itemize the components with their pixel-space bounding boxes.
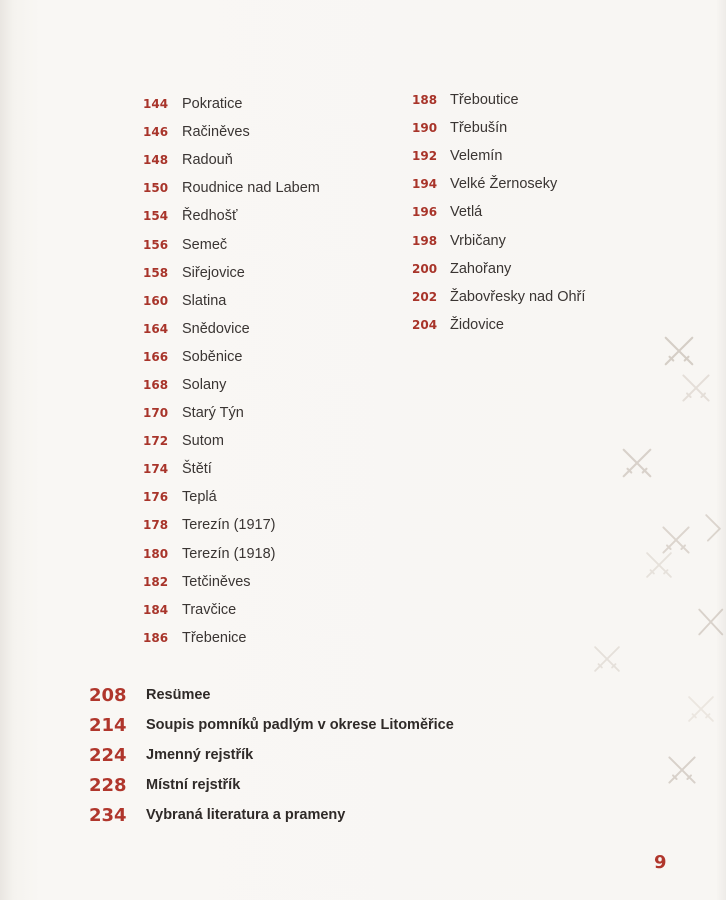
crossed-swords-icon: [694, 604, 724, 640]
toc-entry: [412, 170, 585, 198]
toc-entry-title: Velemín: [450, 148, 503, 165]
toc-entry-title: Snědovice: [182, 320, 250, 337]
toc-page-number: 228: [89, 774, 127, 796]
toc-page-number: 180: [143, 546, 169, 561]
toc-page-number: 188: [412, 93, 438, 108]
toc-entry-title: Soupis pomníků padlým v okrese Litoměřice: [146, 717, 454, 733]
toc-entry-title: Místní rejstřík: [146, 777, 241, 793]
toc-page-number: 204: [412, 317, 438, 332]
toc-page-number: 182: [143, 574, 169, 589]
toc-entry-title: Račiněves: [182, 124, 250, 141]
toc-entry-title: Velké Žernoseky: [450, 176, 558, 193]
toc-page-number: 150: [143, 181, 169, 196]
toc-entry-title: Roudnice nad Labem: [182, 180, 320, 197]
toc-page-number: 200: [412, 261, 438, 276]
toc-major-entry: [89, 710, 454, 740]
toc-page-number: 146: [143, 125, 169, 140]
toc-page-number: 202: [412, 289, 438, 304]
toc-entry: [412, 311, 585, 339]
toc-major-entry: [89, 800, 454, 830]
toc-entry-title: Resümee: [146, 687, 211, 703]
toc-entry-title: Ředhošť: [182, 208, 238, 225]
toc-entry-title: Židovice: [450, 316, 504, 333]
toc-major-entry: [89, 740, 454, 770]
toc-entry: [143, 343, 320, 371]
toc-major-sections: [89, 680, 454, 830]
crossed-swords-icon: [684, 692, 718, 726]
crossed-swords-icon: [678, 370, 714, 406]
toc-entry-title: Vybraná literatura a prameny: [146, 807, 346, 823]
toc-page-number: 194: [412, 177, 438, 192]
toc-entry: [143, 230, 320, 258]
toc-entry: [143, 624, 320, 652]
toc-entry-title: Pokratice: [182, 96, 243, 113]
toc-page-number: 192: [412, 149, 438, 164]
toc-entry-title: Zahořany: [450, 260, 512, 277]
toc-entry: [412, 283, 585, 311]
toc-entry: [143, 259, 320, 287]
toc-page-number: 148: [143, 153, 169, 168]
toc-page-number: 234: [89, 804, 127, 826]
crossed-swords-icon: [618, 444, 656, 482]
toc-entry-title: Vrbičany: [450, 232, 506, 249]
toc-entry-title: Jmenný rejstřík: [146, 747, 254, 763]
toc-page-number: 168: [143, 377, 169, 392]
toc-page-number: 190: [412, 121, 438, 136]
toc-entry: [412, 255, 585, 283]
toc-entry: [143, 427, 320, 455]
toc-major-entry: [89, 770, 454, 800]
toc-page-number: 164: [143, 321, 169, 336]
toc-page-number: 160: [143, 293, 169, 308]
toc-entry-title: Tetčiněves: [182, 573, 251, 590]
toc-entry: [143, 596, 320, 624]
toc-page-number: 196: [412, 205, 438, 220]
toc-page-number: 172: [143, 434, 169, 449]
crossed-swords-icon: [660, 332, 698, 370]
toc-page-number: 156: [143, 237, 169, 252]
toc-entry: [143, 568, 320, 596]
toc-page-number: 174: [143, 462, 169, 477]
toc-page-number: 198: [412, 233, 438, 248]
toc-entry-title: Žabovřesky nad Ohří: [450, 288, 586, 305]
crossed-swords-icon: [702, 510, 724, 544]
toc-entry-title: Siřejovice: [182, 264, 245, 281]
toc-entry: [412, 198, 585, 226]
toc-entry: [412, 114, 585, 142]
toc-entry-title: Slatina: [182, 292, 227, 309]
toc-entry-title: Třebenice: [182, 629, 247, 646]
toc-page-number: 166: [143, 349, 169, 364]
toc-entry-title: Sutom: [182, 433, 224, 450]
crossed-swords-icon: [590, 642, 624, 676]
toc-page-number: 178: [143, 518, 169, 533]
toc-entry: [143, 540, 320, 568]
toc-page-number: 176: [143, 490, 169, 505]
toc-page-number: 170: [143, 406, 169, 421]
toc-entry: [143, 511, 320, 539]
toc-entry-title: Vetlá: [450, 204, 483, 221]
toc-major-entry: [89, 680, 454, 710]
toc-entry: [412, 86, 585, 114]
toc-entry: [143, 202, 320, 230]
toc-entry-title: Terezín (1918): [182, 545, 276, 562]
toc-entry: [143, 174, 320, 202]
toc-entry: [143, 118, 320, 146]
toc-entry-title: Terezín (1917): [182, 517, 276, 534]
page-number: 9: [654, 852, 667, 873]
toc-column-right: [412, 86, 585, 339]
toc-entry: [143, 90, 320, 118]
toc-entry-title: Štětí: [182, 461, 212, 478]
crossed-swords-icon: [642, 548, 676, 582]
toc-entry-title: Solany: [182, 376, 227, 393]
toc-page-number: 224: [89, 744, 127, 766]
toc-entry: [412, 142, 585, 170]
toc-entry: [412, 226, 585, 254]
toc-entry: [143, 483, 320, 511]
toc-column-left: [143, 90, 320, 652]
toc-entry-title: Radouň: [182, 152, 233, 169]
toc-page-number: 154: [143, 209, 169, 224]
toc-entry-title: Starý Týn: [182, 405, 244, 422]
toc-page-number: 208: [89, 684, 127, 706]
toc-entry-title: Třebušín: [450, 120, 508, 137]
toc-entry: [143, 455, 320, 483]
toc-entry: [143, 287, 320, 315]
toc-page-number: 158: [143, 265, 169, 280]
toc-entry: [143, 315, 320, 343]
toc-entry-title: Semeč: [182, 236, 228, 253]
toc-page-number: 144: [143, 97, 169, 112]
toc-entry-title: Teplá: [182, 489, 217, 506]
crossed-swords-icon: [664, 752, 700, 788]
toc-entry: [143, 146, 320, 174]
toc-page-number: 184: [143, 602, 169, 617]
toc-entry: [143, 371, 320, 399]
toc-page-number: 214: [89, 714, 127, 736]
toc-page-number: 186: [143, 630, 169, 645]
toc-entry-title: Třeboutice: [450, 92, 519, 109]
toc-entry-title: Travčice: [182, 601, 237, 618]
toc-entry: [143, 399, 320, 427]
toc-entry-title: Soběnice: [182, 348, 243, 365]
